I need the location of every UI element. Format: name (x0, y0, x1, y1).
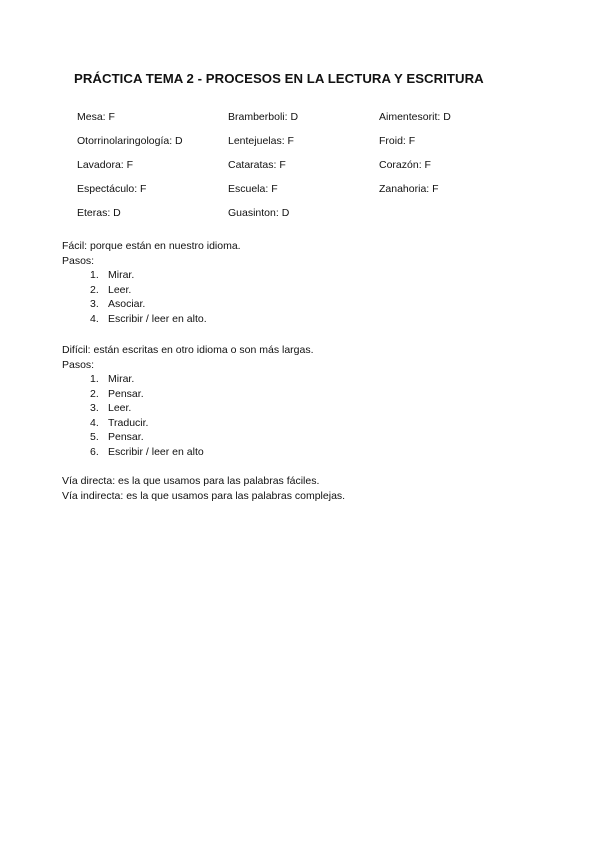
list-number: 4. (90, 312, 99, 325)
list-item: Traducir. (108, 416, 149, 429)
steps-label: Pasos: (62, 358, 95, 371)
route-definition: Vía directa: es la que usamos para las palabras fáciles. (62, 475, 320, 487)
word-entry: Cataratas: F (228, 159, 286, 171)
list-item: Mirar. (108, 269, 135, 281)
list-number: 3. (90, 402, 99, 414)
word-entry: Lavadora: F (77, 159, 134, 171)
list-number: 2. (90, 283, 99, 296)
word-entry: Mesa: F (77, 111, 115, 123)
word-entry: Lentejuelas: F (228, 135, 294, 147)
word-entry: Corazón: F (379, 159, 431, 171)
list-item: Mirar. (108, 373, 135, 385)
list-number: 3. (90, 298, 99, 310)
word-entry: Escuela: F (228, 183, 278, 195)
word-entry: Bramberboli: D (228, 111, 299, 123)
word-entry: Froid: F (379, 135, 416, 147)
list-number: 2. (90, 387, 99, 400)
list-number: 1. (90, 269, 99, 281)
list-item: Leer. (108, 402, 132, 414)
list-number: 6. (90, 445, 99, 458)
list-item: Escribir / leer en alto (108, 445, 204, 458)
list-item: Asociar. (108, 298, 146, 310)
list-number: 1. (90, 373, 99, 385)
word-entry: Espectáculo: F (77, 183, 147, 195)
route-definition: Vía indirecta: es la que usamos para las palabras complejas. (62, 489, 346, 502)
steps-label: Pasos: (62, 254, 95, 267)
word-entry: Otorrinolaringología: D (77, 135, 183, 147)
list-item: Pensar. (108, 387, 144, 400)
section-intro: Fácil: porque están en nuestro idioma. (62, 240, 241, 252)
section-intro: Difícil: están escritas en otro idioma o son más largas. (62, 344, 314, 356)
page-title: PRÁCTICA TEMA 2 - PROCESOS EN LA LECTURA Y ESCRITURA (74, 71, 484, 86)
list-item: Escribir / leer en alto. (108, 312, 207, 325)
word-entry: Zanahoria: F (379, 183, 439, 195)
list-item: Pensar. (108, 431, 144, 443)
list-number: 4. (90, 416, 99, 429)
word-entry: Guasinton: D (228, 207, 290, 219)
list-item: Leer. (108, 283, 132, 296)
word-entry: Aimentesorit: D (379, 111, 451, 123)
list-number: 5. (90, 431, 99, 443)
word-entry: Eteras: D (77, 207, 121, 219)
